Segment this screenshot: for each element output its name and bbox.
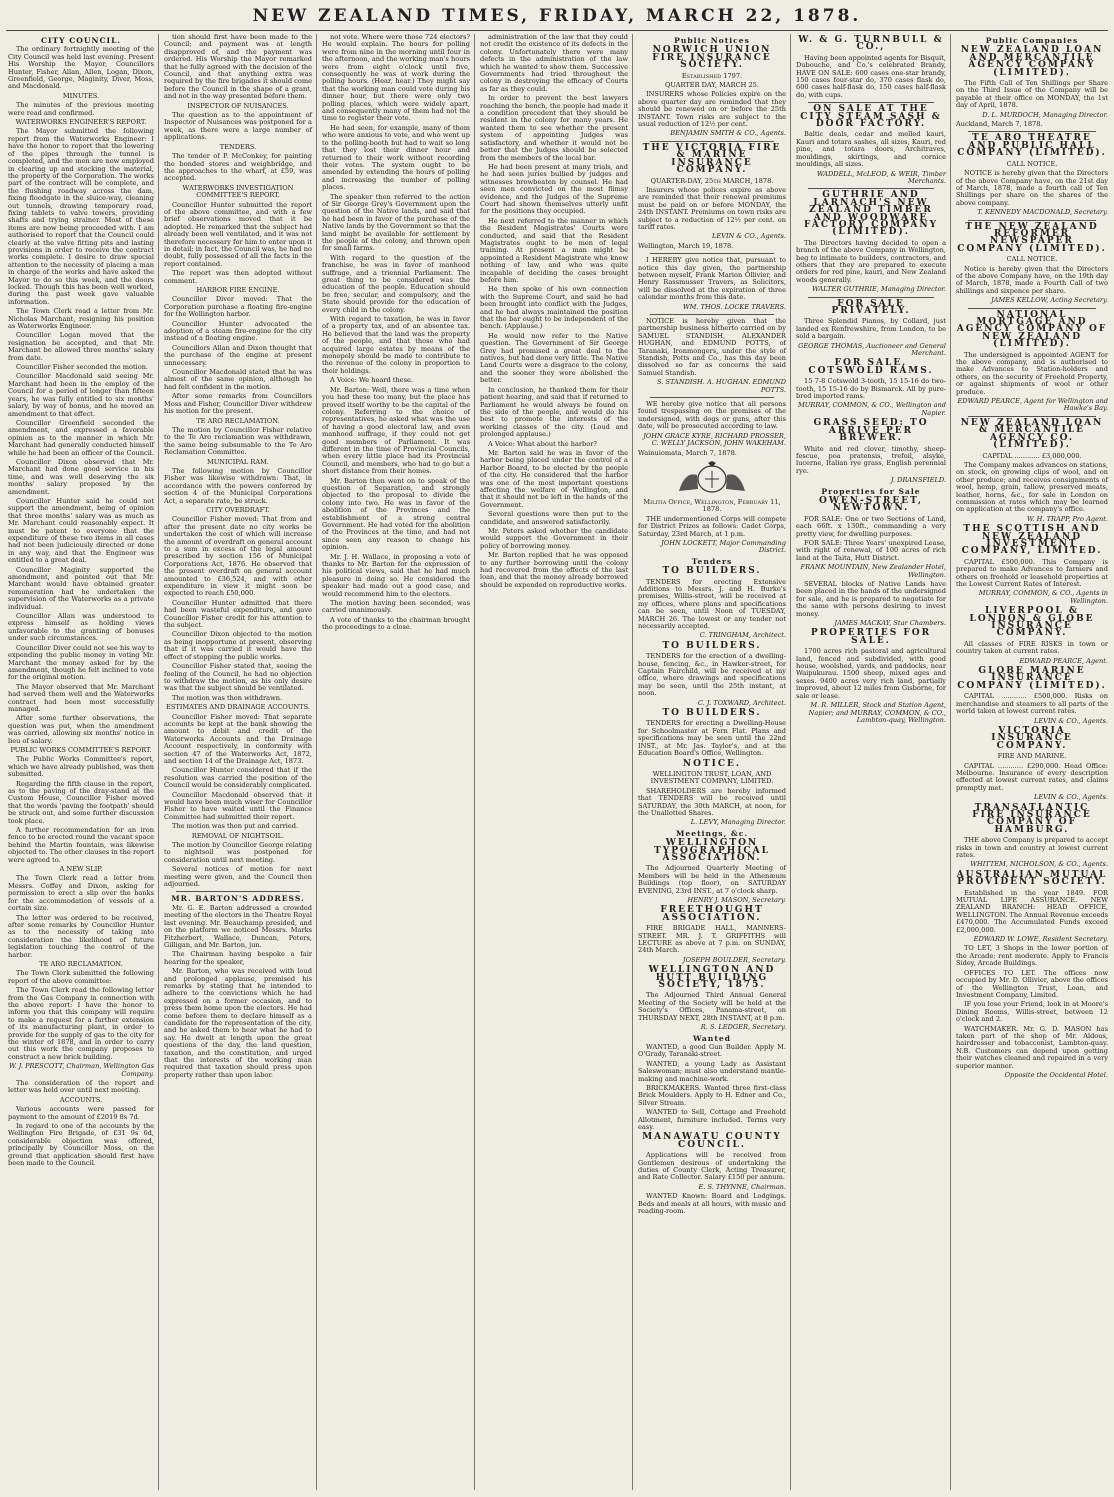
paragraph: In regard to one of the accounts by the Wellington Fire Brigade, of £31 9s 6d, considerable objection was offered, principally by Councillor Moss, on the ground that application should first have been made to the Council. <box>8 1122 154 1168</box>
signature: C. J. TOXWARD, Architect. <box>697 698 786 707</box>
section-title: Meetings, &c. <box>676 828 748 838</box>
ad-text: INSURERS whose Policies expire on the above quarter day are reminded that they should be renewed on or before the 25th INSTANT. Town risks are subject to the usual reduction of 12½ per cent. <box>638 90 786 129</box>
ad-text: IF you lose your Friend, look in at Moore's Dining Rooms, Willis-street, between 12 o'clock and 2. <box>956 1000 1108 1024</box>
paragraph: The Town Clerk read a letter from Messrs. Coffey and Dixon, asking for permission to erect a slip over the banks for the accommodation of vessels of a certain size. <box>8 874 154 913</box>
signature: EDWARD PEARCE, Agent for Wellington and Hawke's Bay. <box>957 397 1108 413</box>
signature: WADDELL, McLEOD, & WEIR, Timber Merchants. <box>816 169 946 185</box>
ad-text: Baltic deals, cedar and melled kauri, Kauri and totara sashes, all sizes, Kauri, red pine, and totara doors, Architraves, mouldings, skirtings, and cornice mouldings, all sizes. <box>796 130 946 169</box>
section-heading: CITY OVERDRAFT. <box>206 505 270 514</box>
paragraph: The consideration of the report and letter was held over until next meeting. <box>8 1079 154 1095</box>
ad-text: The Company makes advances on stations, on stock, on growing clips of wool, and on other produce; and receives consignments of wool, hemp, grain, tallow, preserved meats, leather, horns, &c., for sale in London on commission at rates which may be learned on application at the company's office. <box>956 460 1108 514</box>
ad-subheading: CALL NOTICE. <box>1006 255 1058 264</box>
section-heading: INSPECTOR OF NUISANCES. <box>187 101 289 110</box>
paragraph: Councillors Allan and Dixon thought that the purchase of the engine at present unnecessary. <box>164 343 312 367</box>
ad-heading: ON SALE AT THE CITY STEAM SASH & DOOR FACTORY. <box>800 104 942 130</box>
signature: T. KENNEDY MACDONALD, Secretary. <box>977 208 1108 217</box>
ad-heading: FOR SALE, COTSWOLD RAMS. <box>808 358 934 376</box>
ad-heading: WELLINGTON TYPOGRAPHICAL ASSOCIATION. <box>654 838 770 863</box>
section-title: Tenders <box>691 556 733 566</box>
divider <box>650 397 774 398</box>
paragraph: A vote of thanks to the chairman brought the proceedings to a close. <box>322 615 470 632</box>
column-7 <box>952 34 1112 1490</box>
ad-heading: FOR SALE PRIVATELY. <box>831 298 911 316</box>
paragraph: The letter was ordered to be received, after some remarks by Councillor Hunter as to the necessity of taking into consideration the likelihood of future legislation touching the control of the harbor. <box>8 913 154 959</box>
ad-text: Established in the year 1849. FOR MUTUAL LIFE ASSURANCE. NEW ZEALAND BRANCH: HEAD OFFICE, WELLINGTON. The Annual Revenue exceeds £470,000. The Accumulated Funds exceed £2,000,000. <box>956 888 1108 934</box>
ad-text: WANTED to Sell, Cottage and Freehold Allotment, furniture included. Terms very easy. <box>638 1108 786 1131</box>
paragraph: Mr. Barton, who was received with loud and prolonged applause, premised his remarks by stating that he intended to adhere to the convictions which he had expressed on a former occasion, and to press them home upon the electors. He had come before them to declare himself as a candidate for the representation of the city, and he asked them to hear what he had to say. He dwelt at length upon the great questions of the day, the land question, taxation, and the constitution, and urged that the interests of the working man required that taxation should press upon property rather than upon labor. <box>164 967 312 1079</box>
paragraph: He had been present at many trials, and he had seen juries bullied by judges and witnesses browbeaten by counsel. He had seen men convicted on the most flimsy evidence, and the Judges of the Supreme Court had shown themselves utterly unfit for the positions they occupied. <box>480 162 628 216</box>
masthead-rule <box>6 30 1108 31</box>
paragraph: Councillor Hunter advocated the adoption of a steam fire-engine for the city instead of a floating engine. <box>164 319 312 343</box>
paragraph: The following motion by Councillor Fisher was likewise withdrawn: That, in accordance with the powers conferred by section 4 of the Municipal Corporations Act, a separate rate, be struck. <box>164 466 312 505</box>
ad-text: WANTED, a young Lady as Assistant Saleswoman; must also understand mantle-making and machine-work. <box>638 1059 786 1083</box>
signature: LEVIN & CO., Agents. <box>1033 793 1108 802</box>
divider <box>808 102 934 103</box>
ad-heading: GUTHRIE AND LARNACH'S NEW ZEALAND TIMBER AND WOODWARE FACTORY COMPANY (LIMITED). <box>803 190 939 238</box>
signature: EDWARD PEARCE, Agent. <box>1019 656 1108 665</box>
ad-heading: VICTORIA INSURANCE COMPANY. <box>991 725 1073 751</box>
ad-heading: NORWICH UNION FIRE INSURANCE SOCIETY. <box>652 45 772 71</box>
section-heading: HARBOR FIRE ENGINE. <box>196 286 280 294</box>
paragraph: The ordinary fortnightly meeting of the City Council was held last evening. Present His Worship the Mayor, Councillors Hunter, Fisher, Allan, Allen, Logan, Dixon, Greenfield, George, Maginity, Diver, Moss, and Macdonald. <box>8 45 154 91</box>
ad-subheading: QUARTER DAY, MARCH 25. <box>665 81 759 90</box>
ad-text: The Adjourned Quarterly Meeting of Members will be held in the Athenæum Buildings (top floor), on SATURDAY EVENING, 23rd INST., at 7 o'clock sharp. <box>638 864 786 895</box>
paragraph: He then spoke of his own connection with the Supreme Court, and said he had been brought into conflict with the Judges, and he had always maintained the position that the bar ought to be independent of the bench. (Applause.) <box>480 285 628 331</box>
paragraph: Councillor Macdonald observed that it would have been much wiser for Councillor Fisher to have waited until the Finance Committee had submitted their report. <box>164 790 312 821</box>
paragraph: Councillor Greenfield seconded the amendment, and expressed a favorable opinion as to the manner in which Mr. Marchant had generally conducted himself while he had been an officer of the Council. <box>8 418 155 457</box>
signature: FRANK MOUNTAIN, New Zealander Hotel, Wellington. <box>800 563 946 579</box>
paragraph: He had seen, for example, many of them who were anxious to vote, and who went up to the polling-booth but had to wait so long that they lost their dinner hour and returned to their work without recording their votes. The system ought to be amended by extending the hours of polling and increasing the number of polling places. <box>322 123 470 192</box>
ad-text: Three Splendid Pianos, by Collard, just landed ex Renfrewshire, from London, to be sold a bargain. <box>796 317 946 341</box>
paragraph: Councillor Fisher seconded the motion. <box>16 363 149 372</box>
signature: EDWARD W. LOWE, Resident Secretary. <box>973 935 1108 944</box>
ad-heading: LIVERPOOL & LONDON & GLOBE INSURANCE COMPANY. <box>969 606 1095 639</box>
paragraph: The motion was then withdrawn. <box>172 693 283 702</box>
ad-heading: WELLINGTON AND HUTT BUILDING SOCIETY, 1875. <box>648 965 776 991</box>
paragraph: The minutes of the previous meeting were read and confirmed. <box>8 101 154 117</box>
divider <box>968 220 1096 221</box>
paragraph: Mr. J. H. Wallace, in proposing a vote of thanks to Mr. Barton for the expression of his political views, said that he had much pleasure in doing so. He considered the speaker had made out a good case, and would recommend him to the electors. <box>322 552 470 598</box>
signature: MURRAY, COMMON, & CO., Agents in Wellington. <box>978 589 1108 605</box>
ad-text: SHAREHOLDERS are hereby informed that TENDERS will be received until SATURDAY, the 30th MARCH, at noon, for the Unallotted Shares. <box>638 786 786 817</box>
ad-text: TENDERS for erecting a Dwelling-House for Schoolmaster at Fern Flat. Plans and specifications may be seen until the 22nd INST., at Mr. Jas. Taylor's, and at the Education Board's Office, Wellington. <box>638 719 786 758</box>
ad-subheading: CALL NOTICE. <box>1006 159 1058 168</box>
ad-text: CAPITAL ............ £290,000. Head Office: Melbourne. Insurance of every description effected at lowest current rates, and claims promptly met. <box>956 761 1108 792</box>
divider <box>176 891 300 892</box>
paragraph: Councillor Fisher moved: That from and after the present date no city works be undertaken the cost of which will increase the amount of overdraft on general account to a sum in excess of the legal amount prescribed by section 156 of Municipal Corporations Act, 1876. He observed that the present overdraft on general account amounted to £36,524, and with other expenditure in view it might soon be expected to reach £50,000. <box>164 515 312 598</box>
paragraph: Councillor Hunter said he could not support the amendment, being of opinion that three months' salary was as much as Mr. Marchant could reasonably expect. It must be patent to everyone that the expenditure of these two items in all cases had not been judiciously directed or done in any way, and that the Engineer was entitled to a great deal. <box>8 496 154 565</box>
paragraph: A Voice: We heard these. <box>330 376 413 385</box>
ad-text: TENDERS for erecting Extensive Additions to Messrs. J. and H. Burke's premises, Willis-street, will be received at my offices, where plans and specifications can be seen, until Noon of TUESDAY, MARCH 26. The lowest or any tender not necessarily accepted. <box>638 577 786 630</box>
ad-text: TENDERS for the erection of a dwelling-house, fencing, &c., in Hawker-street, for Captain Fairchild, will be received at my office, where drawings and specifications may be seen, until the 25th instant, at noon. <box>638 652 786 698</box>
ad-text: WE hereby give notice that all persons found trespassing on the premises of the undersigned, with dogs or guns, after this date, will be prosecuted according to law. <box>638 400 786 431</box>
divider <box>808 188 934 189</box>
paragraph: After some remarks from Councillors Moss and Fisher, Councillor Diver withdrew his motion for the present. <box>164 392 312 416</box>
ad-heading: GLOBE MARINE INSURANCE COMPANY (LIMITED). <box>957 666 1107 691</box>
ad-text: The undersigned is appointed AGENT for the above company, and is authorised to make Advances to Station-holders and others, on the security of Freehold Property, or against shipments of wool or other produce. <box>956 350 1108 396</box>
ad-text: FOR SALE: Three Years' unexpired Lease, with right of renewal, of 100 acres of rich land at the Taita, Hutt District. <box>796 538 946 562</box>
article-title: MR. BARTON'S ADDRESS. <box>171 894 305 904</box>
section-title: Public Companies <box>985 36 1079 45</box>
article-title: CITY COUNCIL. <box>40 36 122 45</box>
column-divider <box>632 34 633 1490</box>
column-4 <box>476 34 632 1490</box>
paragraph: The motion was then put and carried. <box>172 822 299 831</box>
paragraph: The motion by Councillor George relating to nightsoil was postponed for consideration until next meeting. <box>164 841 312 864</box>
ad-text: Notice is hereby given that the Directors of the above Company have, on the 19th day of March, 1878, made a Fourth Call of two shillings and sixpence per share. <box>956 264 1108 295</box>
section-heading: MINUTES. <box>62 91 100 100</box>
ad-text: Insurers whose polices expire as above are reminded that their renewal premiums must be paid on or before MONDAY, the 24th INSTANT. Premiums on town risks are subject to a reduction of 12½ per cent. on tariff rates. <box>638 185 786 231</box>
ad-heading: FREETHOUGHT ASSOCIATION. <box>660 905 764 923</box>
signature: M. R. MILLER, Stock and Station Agent, Napier; and MURRAY, COMMON, & CO., Lambton-quay, Wellington. <box>808 701 946 724</box>
column-divider <box>158 34 159 1490</box>
paragraph: Mr. Barton: Well, there was a time when you had these too many, but the place has proved itself worthy to be the capital of the colony. Referring to the choice of representatives, he asked what was the use of having a good electoral law, and even manhood suffrage, if they could not get good members of Parliament. It was different in the time of Provincial Councils, when every little place had its Provincial Council, and members, who had to go but a short distance from their homes. <box>322 385 470 476</box>
divider <box>650 314 774 315</box>
ad-subheading: Militia Office, Wellington, February 11, 1878. <box>643 497 781 514</box>
paragraph: The report was then adopted without comment. <box>164 269 312 285</box>
ad-text: WANTED Known: Board and Lodgings. Beds and meals at all hours, with music and reading-room. <box>638 1192 786 1216</box>
column-6 <box>792 34 950 1490</box>
signature: C. TRINGHAM, Architect. <box>699 631 786 640</box>
signature: JAMES MACKAY, Star Chambers. <box>834 619 946 628</box>
paragraph: Councillor Hunter considered that if the resolution was carried the position of the Council would be considerably complicated. <box>164 766 312 790</box>
ad-text: NOTICE is hereby given that the partnership business hitherto carried on by SAMUEL STANDISH, ALEXANDER HUGHAN, and EDMUND POTTS, of Taranaki, Ironmongers, under the style of Standish, Potts and Co., has this day been dissolved so far as concerns the said Samuel Standish. <box>638 317 786 377</box>
paragraph: Mr. G. E. Barton addressed a crowded meeting of the electors in the Theatre Royal last evening. Mr. Beauchamp presided, and on the platform we noticed Messrs. Marks Fitzherbert, Wallace, Duncan, Peters, Gilligan, and Mr. Barton, jun. <box>164 903 312 949</box>
ad-subheading: CAPITAL ............ £3,000,000. <box>982 451 1082 460</box>
signature: JOHN LOCKETT, Major Commanding District. <box>661 538 786 555</box>
signature: J. DRANSFIELD. <box>890 476 946 485</box>
column-5 <box>634 34 790 1490</box>
ad-heading: OWEN-STREET, NEWTOWN. <box>818 495 923 514</box>
paragraph: Mr. Barton said he was in favor of the harbor being placed under the control of a Harbor Board, to be elected by the people of the city. He considered that the harbor was one of the most important questions affecting the welfare of Wellington, and that it should not be left in the hands of the Government. <box>480 448 628 509</box>
section-heading: ESTIMATES AND DRAINAGE ACCOUNTS. <box>166 703 310 712</box>
paragraph: Mr. Barton then went on to speak of the question of Separation, and strongly objected to the proposal to divide the colony into two. He was in favor of the abolition of the Provinces and the establishment of a strong central Government. He had voted for the abolition of the Provinces at the time, and had not since seen any reason to change his opinion. <box>322 476 470 552</box>
ad-date: Auckland, March 7, 1878. <box>956 120 1043 129</box>
ad-heading: TE ARO THEATRE AND PUBLIC HALL COMPANY (LIMITED). <box>957 133 1107 159</box>
ad-text: Having been appointed agents for Bisquit, Dubouche, and Co.'s celebrated Brandy, HAVE ON SALE: 600 cases one-star brandy, 150 cases four-star do, 370 cases flask do, 600 cases half-flask do, 150 cases half-flask do, with cups. <box>796 53 946 99</box>
ad-text: CAPITAL ............ £500,000. Risks on merchandise and steamers to all parts of the world taken at lowest current rates. <box>956 692 1108 716</box>
signature: GEORGE THOMAS, Auctioneer and General Merchant. <box>798 341 946 358</box>
column-divider <box>316 34 317 1490</box>
signature: D. L. MURDOCH, Managing Director. <box>982 110 1108 119</box>
ad-heading: NEW ZEALAND LOAN AND MERCANTILE AGENCY COMPANY (LIMITED). <box>960 45 1104 78</box>
ad-text: WATCHMAKER. Mr. G. D. MASON has taken part of the shop of Mr. Aldous, hairdresser and tobacconist, Lambton-quay. N.B. Customers can depend upon getting their watches cleaned and repaired in a very superior manner. <box>956 1024 1108 1070</box>
paragraph: The motion having been seconded, was carried unanimously. <box>322 599 470 615</box>
ad-text: CAPITAL £500,000. This Company is prepared to make Advances to farmers and others on freehold or leasehold properties at the Lowest Current Rates of Interest. <box>956 557 1108 588</box>
signature: E. S. THYNNE, Chairman. <box>698 1182 786 1191</box>
ad-text: The Adjourned Third Annual General Meeting of the Society will be held at the Society's Offices, Panama-street, on THURSDAY NEXT, 28th INSTANT, at 8 p.m. <box>638 991 786 1022</box>
ad-date: Wainuiomata, March 7, 1878. <box>638 448 737 457</box>
ad-heading: TO BUILDERS. <box>662 708 762 719</box>
paragraph: administration of the law that they could not credit the existence of its defects in the colony. Unfortunately there were many defects in the administration of the law which he wanted to show them. Successive Governments had tried throughout the colony in destroying the efficacy of Courts as far as they could. <box>480 34 628 93</box>
paragraph: In conclusion, he thanked them for their patient hearing, and said that if returned to Parliament he would always be found on the side of the people, and would do his best to promote the interests of the working classes of the city. (Loud and prolonged applause.) <box>480 385 628 439</box>
signature: BENJAMIN SMITH & CO., Agents. <box>670 129 786 138</box>
paragraph: Councillor Diver could not see his way to expending the public money in voting Mr. Marchant the money asked for by the amendment, though he felt inclined to vote for the original motion. <box>8 643 154 682</box>
paragraph: He would now refer to the Native question. The Government of Sir George Grey had promised a great deal to the natives, but had done very little. The Native Land Courts were a disgrace to the colony, and the sooner they were abolished the better. <box>480 331 628 385</box>
signature: WALTER GUTHRIE, Managing Director. <box>812 285 946 294</box>
ad-heading: NATIONAL MORTGAGE AND AGENCY COMPANY OF NEW ZEALAND (LIMITED). <box>956 309 1108 350</box>
ad-heading: THE NEW ZEALAND REFORMER NEWSPAPER COMPANY (LIMITED). <box>957 221 1107 254</box>
ad-text: The Fifth Call of Ten Shillings per Share on the Third Issue of the Company will be payable at their office on MONDAY, the 1st day of April, 1878. <box>956 79 1108 110</box>
paragraph: With regard to taxation, he was in favor of a property tax, and of an absentee tax. He believed that the land was the property of the people, and that those who had acquired large estates by means of the monopoly should be made to contribute to the revenue of the colony in proportion to their holdings. <box>322 315 470 375</box>
ad-text: THE undermentioned Corps will compete for District Prizes as follows: Cadet Corps, Saturday, 23rd March, at 1 p.m. <box>638 514 786 538</box>
signature: R. S. LEDGER, Secretary. <box>700 1023 786 1032</box>
paragraph: The Town Clerk submitted the following report of the above committee: <box>8 969 154 985</box>
section-heading: MUNICIPAL RAM. <box>207 457 269 466</box>
paragraph: Various accounts were passed for payment to the amount of £2019 8s 7d. <box>8 1105 154 1121</box>
ad-subheading: FIRE AND MARINE. <box>997 752 1067 761</box>
ad-date: Wellington, March 19, 1878. <box>638 241 734 250</box>
ad-heading: TO BUILDERS. <box>662 566 762 577</box>
paragraph: With regard to the question of the franchise, he was in favor of manhood suffrage, and a triennial Parliament. The great thing to be considered was the education of the people. Education should be free, secular, and compulsory, and the State should provide for the education of every child in the colony. <box>322 253 470 314</box>
ad-heading: TO BUILDERS. <box>662 640 762 651</box>
signature: S. STANDISH. A. HUGHAN. EDMUND POTTS. <box>657 378 786 394</box>
paragraph: Councillor Macdonald said seeing Mr. Marchant had been in the employ of the Council for a period of longer than fifteen years, he was fully entitled to six months' salary, by way of bonus, and he moved an amendment to that effect. <box>8 372 154 418</box>
paragraph: Councillor Logan moved that the resignation be accepted, and that Mr. Marchant be allowed three months' salary from date. <box>8 331 154 362</box>
section-heading: WATERWORKS ENGINEER'S REPORT. <box>15 118 147 127</box>
ad-text: FIRE BRIGADE HALL, MANNERS-STREET. MR. J. T. GRIFFITHS will LECTURE as above at 7 p.m. on SUNDAY, 24th March. <box>638 924 786 955</box>
ad-subheading: Established 1797. <box>681 71 743 80</box>
ad-text: SEVERAL blocks of Native Lands have been placed in the hands of the undersigned for sale, and he is prepared to negotiate for the same with persons desiring to invest money. <box>796 580 946 618</box>
divider <box>650 253 774 254</box>
paragraph: Several questions were then put to the candidate, and answered satisfactorily. <box>480 510 628 526</box>
ad-subheading: WELLINGTON TRUST, LOAN, AND INVESTMENT COMPANY, LIMITED. <box>650 769 774 786</box>
paragraph: He next referred to the manner in which the Resident Magistrates' Courts were conducted, and said that the Resident Magistrates ought to be men of legal training. At present a man might be appointed a Resident Magistrate who knew nothing of law, and who was quite incapable of deciding the cases brought before him. <box>480 216 628 284</box>
paragraph: The Mayor submitted the following report from the Waterworks Engineer: I have the honor to report that the lowering of the pipes through the tunnel is completed, and the men are now employed in clearing up and stocking the material, the property of the Corporation. The works part of the contract will be complete, and the flushing roadway across the dam, fixing floodgate in the sluice-way, cleaning out tunnels, drawing temporary road, fixing tablets to valve towers, providing shafts and trying strainer. Most of these items are now being proceeded with. I am authorised to report that the Council could clearly at the valve fitting pits and lasting provisions in order to receive the contract works complete. I desire to draw special attention to the necessity of placing a man in charge of the works and have asked the Mayor to do so this week, and the doors locked. Though this has been well worked, during the past week gave valuable information. <box>8 127 154 306</box>
signature: W. H. TRAPP, Pro Agent. <box>1026 514 1108 523</box>
ad-text: NOTICE is hereby given that the Directors of the above Company have, on the 21st day of March, 1878, made a fourth call of Ten Shillings per share on the shares of the above company. <box>956 169 1108 207</box>
signature: WHITTEM, NICHOLSON, & CO., Agents. <box>970 860 1108 869</box>
paragraph: A Voice: What about the harbor? <box>488 439 597 448</box>
masthead: NEW ZEALAND TIMES, FRIDAY, MARCH 22, 1878. <box>252 6 862 26</box>
signature: JOSEPH BOULDER, Secretary. <box>682 955 786 964</box>
ad-text: OFFICES TO LET. The offices now occupied by Mr. D. Ollivier, above the offices of the Wellington Trust, Loan, and Investment Company, Limited. <box>956 968 1108 999</box>
ad-heading: PROPERTIES FOR SALE. <box>810 628 932 646</box>
paragraph: Councillor Hunter submitted the report of the above committee, and with a few brief observations moved that it be adopted. He remarked that the subject had already been well ventilated, and it was not therefore necessary for him to enter upon it in detail; in fact, the Council was, he had no doubt, fully possessed of all the facts in the report contained. <box>164 200 312 268</box>
column-3 <box>318 34 474 1490</box>
ad-heading: TRANSATLANTIC FIRE INSURANCE COMPANY OF HAMBURG. <box>972 802 1092 835</box>
ad-text: White and red clover, timothy, sheep-fescue, poa pratensis, trefoil, alsyke, lucerne, Italian rye grass, English perennial rye. <box>796 444 946 475</box>
ad-text: THE above Company is prepared to accept risks in town and country at lowest current rates. <box>956 836 1108 859</box>
section-title: Properties for Sale <box>821 486 921 496</box>
paragraph: Regarding the fifth clause in the report, as to the paving of the dray-stand at the Custom House, Councillor Fisher moved that the words 'paving the footpath' should be struck out, and some further discussion took place. <box>8 779 154 825</box>
ad-heading: MANAWATU COUNTY COUNCIL. <box>642 1132 782 1150</box>
signature: Opposite the Occidental Hotel. <box>1004 1070 1108 1079</box>
paragraph: The Town Clerk read the following letter from the Gas Company in connection with the above report: I have the honor to inform you that this company will require to make a request for a further extension of its manufacturing plant, in order to provide for the supply of gas to the city for the winter of 1878, and in order to carry out this work the company proposes to construct a new brick building. <box>8 986 154 1061</box>
paragraph: Councillor Macdonald stated that he was almost of the same opinion, although he had felt confident in the motion. <box>164 368 312 391</box>
signature: MURRAY, COMMON, & CO., Wellington and Napier. <box>798 401 946 417</box>
ad-heading: W. & G. TURNBULL & CO., <box>798 35 944 53</box>
ad-text: 1700 acres rich pastoral and agricultural land, fenced and subdivided, with good house, woolshed, yards, and paddocks, near Waipukurau. 1500 sheep, mixed ages and sexes. 9400 acres very rich land, partially improved, about 12 miles from Gisborne, for sale or lease. <box>796 647 946 700</box>
signature: JOHN GRACE KYRE, RICHARD PROSSER, C. WELLY JACKSON, JOHN WAKEHAM. <box>643 431 786 448</box>
divider <box>968 308 1096 309</box>
section-title: Wanted <box>693 1033 731 1043</box>
divider <box>650 141 774 142</box>
ad-text: BRICKMAKERS. Wanted three first-class Brick Moulders. Apply to H. Edner and Co., Silver Stream. <box>638 1083 786 1107</box>
column-1 <box>4 34 158 1490</box>
signature: WM. THOS. LOCKE TRAVERS. <box>682 302 786 311</box>
paragraph: Mr. Peters asked whether the candidate would support the Government in their policy of borrowing money. <box>480 527 628 550</box>
signature: W. J. PRESCOTT, Chairman, Wellington Gas Company. <box>8 1062 154 1078</box>
royal-arms-emblem-icon <box>667 461 757 495</box>
paragraph: The question as to the appointment of Inspector of Nuisances was postponed for a week, as there were a large number of applications. <box>164 111 312 142</box>
section-heading: WATERWORKS INVESTIGATION COMMITTEE'S REPORT. <box>182 183 294 200</box>
paragraph: In order to prevent the best lawyers reaching the bench, the people had made it a condition precedent that they should be resident in the colony for many years. He wanted them to see whether the present system of appointing Judges was satisfactory, and whether it would not be better that the Judges should be selected from the members of the local bar. <box>480 94 628 162</box>
ad-text: TO LET, 3 Shops in the lower portion of the Arcade; rent moderate. Apply to Francis Sidey, Arcade Buildings. <box>956 944 1108 968</box>
ad-heading: NOTICE. <box>682 758 742 769</box>
paragraph: The Public Works Committee's report, which we have already published, was then submitted. <box>8 755 154 779</box>
section-heading: REMOVAL OF NIGHTSOIL. <box>191 831 285 840</box>
paragraph: tion should first have been made to the Council; and payment was at length disapproved of, and the payment was ordered. His Worship the Mayor remarked that he fully agreed with the decision of the Council, and that anything extra was required by the fire brigades it should come before the Council in the shape of a grant, and not in the way presented before them. <box>164 34 312 101</box>
paragraph: Several notices of motion for next meeting were given, and the Council then adjourned. <box>164 865 312 889</box>
column-divider <box>950 34 951 1490</box>
paragraph: Councillor Fisher moved: That separate accounts be kept at the bank showing the amount to debit and credit of the Waterworks Accounts and the Drainage Account respectively, in conformity with section 47 of the Waterworks Act, 1872, and section 14 of the Drainage Act, 1873. <box>164 712 312 765</box>
section-heading: PUBLIC WORKS COMMITTEE'S REPORT. <box>10 745 152 754</box>
section-heading: A NEW SLIP. <box>59 865 103 874</box>
paragraph: Councillor Maginity supported the amendment, and pointed out that Mr. Marchant would have obtained greater remuneration had he undertaken the supervision of the Waterworks as a private individual. <box>8 565 154 611</box>
paragraph: not vote. Where were those 724 electors? He would explain. The hours for polling were from nine in the morning until four in the afternoon, and the working man's hours were from eight o'clock until five, consequently he was at work during the polling hours. (Hear, hear.) They might say that the working man could vote during his dinner hour, but there were only two polling places, which were widely apart, and consequently many of them had not the time to register their vote. <box>322 34 470 123</box>
signature: JAMES KELLOW, Acting Secretary. <box>991 296 1108 305</box>
ad-heading: AUSTRALIAN MUTUAL PROVIDENT SOCIETY. <box>956 869 1108 888</box>
ad-text: All classes of FIRE RISKS in town or country taken at current rates. <box>956 639 1108 656</box>
paragraph: The Chairman having bespoke a fair hearing for the speaker, <box>164 950 312 966</box>
signature: LEVIN & CO., Agents. <box>711 232 786 241</box>
ad-text: The Directors having decided to open a branch of the above Company in Wellington, beg to intimate to builders, contractors, and others that they are prepared to execute orders for red pine, kauri, and New Zealand woods generally. <box>796 238 946 284</box>
paragraph: Councillor Dixon observed that Mr. Marchant had done good service in his time, and was well deserving the six months' salary proposed by the amendment. <box>8 457 154 496</box>
paragraph: Councillor Diver moved: That the Corporation purchase a floating fire-engine for the Wellington harbor. <box>164 295 312 319</box>
paragraph: Councillor Hunter admitted that there had been wasteful expenditure, and gave Councillor Fisher credit for his attention to the subject. <box>164 598 312 630</box>
ad-heading: THE VICTORIA FIRE & MARINE INSURANCE COMPANY. <box>642 142 782 176</box>
paragraph: Mr. Barton replied that he was opposed to any further borrowing until the colony had recovered from the effects of the last loan, and that the money already borrowed should be expended on reproductive works. <box>480 551 628 589</box>
paragraph: The Town Clerk read a letter from Mr. Nicholas Marchant, resigning his position as Waterworks Engineer. <box>8 307 154 331</box>
ad-heading: GRASS SEED: TO ARRIVE PER BREWER. <box>813 418 929 444</box>
ad-text: FOR SALE: One or two Sections of Land, each 66ft. x 130ft., commanding a very pretty view, for dwelling purposes. <box>796 514 946 538</box>
ad-text: I HEREBY give notice that, pursuant to notice this day given, the partnership between myself, Frank Marion Ollivier, and Henry Rassmusser Travers, as Solicitors, will be dissolved at the expiration of three calendar months from this date. <box>638 256 786 302</box>
signature: L. LEVY, Managing Director. <box>690 818 786 827</box>
ad-text: WANTED, a good Gun Builder. Apply M. O'Grady, Taranaki-street. <box>638 1042 786 1059</box>
paragraph: A further recommendation for an iron fence to be erected round the vacant space behind the Martin fountain, was likewise objected to. The other clauses in the report were agreed to. <box>8 826 154 864</box>
ad-heading: NEW ZEALAND LOAN & MERCANTILE AGENCY CO. (LIMITED). <box>960 417 1104 451</box>
ad-heading: THE SCOTTISH AND NEW ZEALAND INVESTMENT COMPANY, LIMITED. <box>961 524 1103 557</box>
ad-text: Applications will be received from Gentlemen desirous of undertaking the duties of County Clerk, Acting Treasurer, and Rate Collector. Salary £150 per annum. <box>638 1151 786 1182</box>
paragraph: The tender of P. McConkey, for painting the bonded stores and weighbridge, and the approaches to the wharf, at £59, was accepted. <box>164 152 312 183</box>
paragraph: Councillor Fisher stated that, seeing the feeling of the Council, he had no objection to withdraw the motion, as his only desire was that the subject should be ventilated. <box>164 662 312 693</box>
section-heading: TENDERS. <box>219 142 257 151</box>
paragraph: After some further observations, the question was put, when the amendment was carried, allowing six months' notice in lieu of salary. <box>8 714 154 745</box>
column-divider <box>474 34 475 1490</box>
signature: HENRY J. MASON, Secretary. <box>687 896 786 904</box>
divider <box>968 131 1096 132</box>
ad-subheading: QUARTER-DAY, 25th MARCH, 1878. <box>650 176 774 185</box>
divider <box>968 416 1096 417</box>
paragraph: Councillor Dixon objected to the motion as being inopportune at present, observing that if it was carried it would have the effect of stopping the public works. <box>164 630 312 661</box>
paragraph: The Mayor observed that Mr. Marchant had served them well and the Waterworks contract had been most successfully managed. <box>8 682 154 713</box>
section-heading: TE ARO RECLAMATION. <box>196 416 280 425</box>
paragraph: Councillor Allan was understood to express himself as holding views unfavorable to the granting of bonuses under such circumstances. <box>8 612 154 643</box>
column-2 <box>160 34 316 1490</box>
section-heading: ACCOUNTS. <box>59 1095 103 1104</box>
signature: LEVIN & CO., Agents. <box>1033 716 1108 725</box>
section-title: Public Notices <box>674 36 750 45</box>
column-divider <box>790 34 791 1490</box>
divider <box>808 297 934 298</box>
ad-text: 15 7-8 Cotswold 3-tooth, 15 15-16 do two-tooth, 15 15-16 do by Bismarck. All by pure-bred imported rams. <box>796 377 946 401</box>
paragraph: The speaker then referred to the action of Sir George Grey's Government upon the question of the Native lands, and said that he had been in favor of the purchase of the Native lands by the Government so that the land might be available for settlement by the people of the colony, and thrown open for small farms. <box>322 192 470 253</box>
paragraph: The motion by Councillor Fisher relative to the Te Aro reclamation was withdrawn, the same being subsumable to the Te Aro Reclamation Committee. <box>164 425 312 457</box>
section-heading: TE ARO RECLAMATION. <box>39 959 123 968</box>
